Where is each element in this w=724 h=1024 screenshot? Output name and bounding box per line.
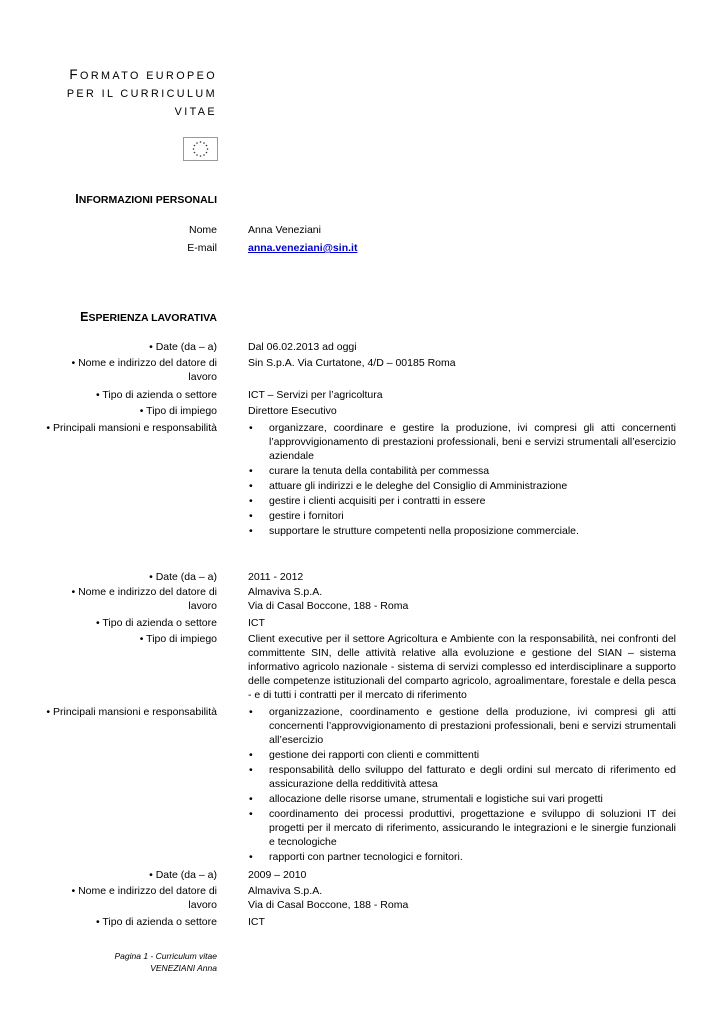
list-item: • responsabilità dello sviluppo del fatturato e degli ordini sul mercato di riferimento ed assicurazione della redditività attesa: [248, 763, 676, 791]
job1-sector-value: ICT – Servizi per l’agricoltura: [248, 389, 383, 401]
title-line-1: FORMATO EUROPEO: [69, 67, 217, 82]
title-line-3: VITAE: [174, 106, 217, 118]
job1-employer-value: Sin S.p.A. Via Curtatone, 4/D – 00185 Roma: [248, 357, 456, 369]
job3-employer-label: • Nome e indirizzo del datore di lavoro: [71, 885, 217, 911]
list-item: • gestione dei rapporti con clienti e committenti: [248, 748, 676, 762]
job1-date-label: • Date (da – a): [149, 341, 217, 353]
title-line-2: PER IL CURRICULUM: [66, 88, 217, 100]
list-item: • coordinamento dei processi produttivi, progettazione e sviluppo di soluzioni IT dei progetti per il mercato di riferimento, assicurando le integrazioni e le sinergie funzionali e tecnologiche: [248, 807, 676, 849]
job1-role-value: Direttore Esecutivo: [248, 405, 337, 417]
name-value: Anna Veneziani: [248, 224, 321, 236]
job3-date-label: • Date (da – a): [149, 869, 217, 881]
job2-date-value: 2011 - 2012: [248, 571, 304, 583]
job1-employer-label: • Nome e indirizzo del datore di lavoro: [71, 357, 217, 383]
job3-sector-label: • Tipo di azienda o settore: [95, 916, 217, 928]
page-footer: [114, 950, 217, 974]
list-item: • organizzazione, coordinamento e gestione della produzione, ivi compresi gli atti concernenti l’approvvigionamento di prestazioni professionali, beni e servizi strumentali all’esercizio: [248, 705, 676, 747]
list-item: • allocazione delle risorse umane, strumentali e logistiche sui vari progetti: [248, 792, 676, 806]
job3-sector-value: ICT: [248, 916, 265, 928]
job2-employer-value: Almaviva S.p.A. Via di Casal Boccone, 188 - Roma: [248, 586, 409, 612]
job1-duties-list: [248, 421, 676, 538]
email-value[interactable]: [248, 241, 676, 255]
job3-employer-value: Almaviva S.p.A. Via di Casal Boccone, 188 - Roma: [248, 885, 409, 911]
job1-duties-label: • Principali mansioni e responsabilità: [46, 422, 217, 434]
job1-sector-label: • Tipo di azienda o settore: [95, 389, 217, 401]
list-item: • gestire i fornitori: [248, 509, 676, 523]
job1-role-label: • Tipo di impiego: [139, 405, 217, 417]
job1-date-value: Dal 06.02.2013 ad oggi: [248, 341, 357, 353]
job2-date-label: • Date (da – a): [149, 571, 217, 583]
email-link[interactable]: anna.veneziani@sin.it: [248, 242, 358, 254]
job2-role-label: • Tipo di impiego: [139, 633, 217, 645]
personal-info-heading: INFORMAZIONI PERSONALI: [75, 192, 217, 206]
job2-sector-value: ICT: [248, 617, 265, 629]
list-item: • organizzare, coordinare e gestire la produzione, ivi compresi gli atti concernenti l’approvvigionamento di prestazioni professionali, beni e servizi strumentali all’esercizio aziendale: [248, 421, 676, 463]
list-item: • supportare le strutture competenti nella proposizione commerciale.: [248, 524, 676, 538]
name-label: Nome: [188, 224, 217, 236]
job2-employer-label: • Nome e indirizzo del datore di lavoro: [71, 586, 217, 612]
list-item: • attuare gli indirizzi e le deleghe del Consiglio di Amministrazione: [248, 479, 676, 493]
list-item: • rapporti con partner tecnologici e fornitori.: [248, 850, 676, 864]
work-experience-heading: ESPERIENZA LAVORATIVA: [80, 310, 217, 324]
eu-flag-icon: [183, 137, 218, 161]
job2-sector-label: • Tipo di azienda o settore: [95, 617, 217, 629]
job2-role-value: Client executive per il settore Agricoltura e Ambiente con la responsabilità, nei confronti del committente SIN, delle attività relative alla evoluzione e gestione del SIAN – sistema informativo agricolo nazionale - sistema di servizi complesso ed interdisciplinare a supporto delle competenze istituzionali del comparto agricolo, agroalimentare, forestale e della pesca - e di tutti i contratti per il mercato di riferimento: [248, 633, 676, 701]
footer-line-1: Pagina 1 - Curriculum vitae: [114, 951, 217, 961]
list-item: • curare la tenuta della contabilità per commessa: [248, 464, 676, 478]
job2-duties-label: • Principali mansioni e responsabilità: [46, 706, 217, 718]
list-item: • gestire i clienti acquisiti per i contratti in essere: [248, 494, 676, 508]
cv-title: [67, 66, 217, 121]
job2-duties-list: [248, 705, 676, 864]
footer-line-2: VENEZIANI Anna: [150, 963, 217, 973]
job3-date-value: 2009 – 2010: [248, 869, 307, 881]
email-label: E-mail: [187, 242, 217, 254]
